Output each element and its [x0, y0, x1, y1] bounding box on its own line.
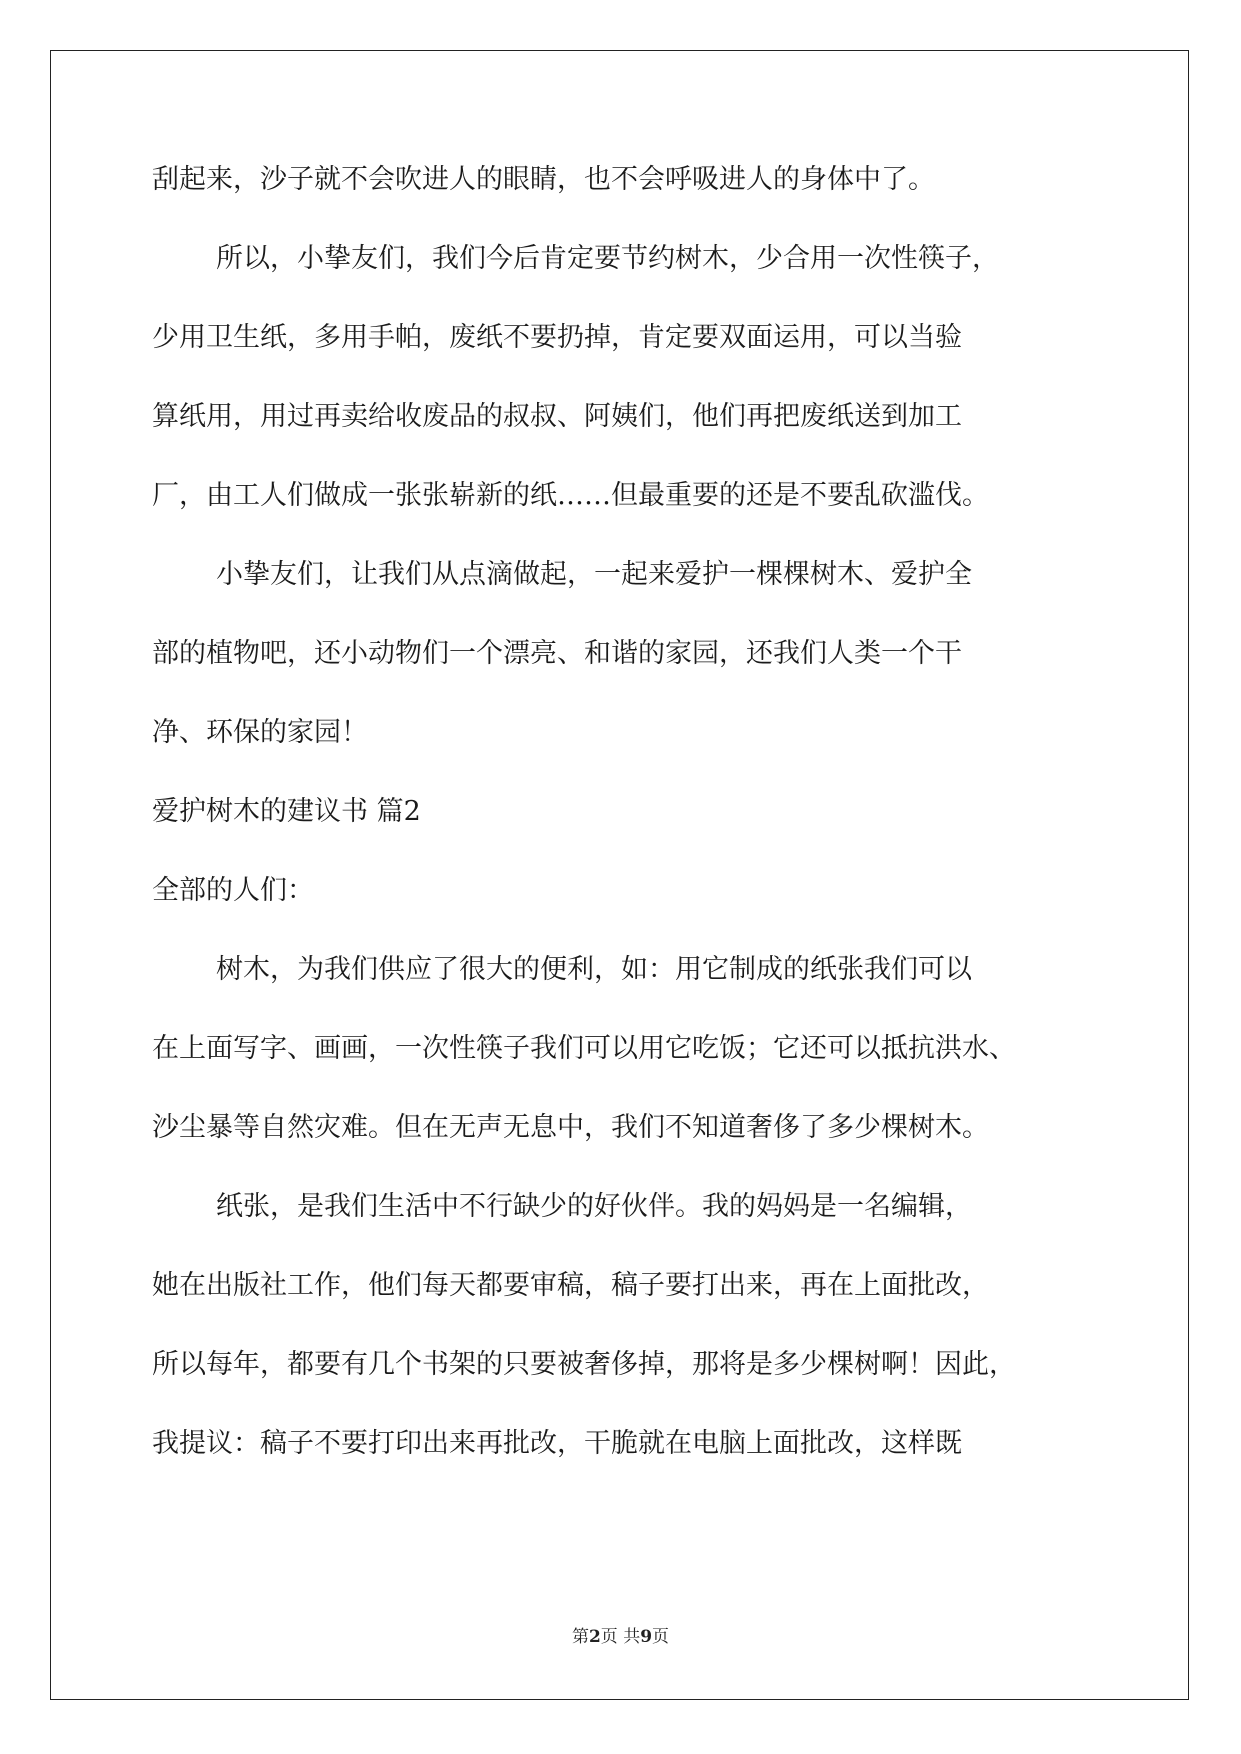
paragraph-line: 小挚友们，让我们从点滴做起，一起来爱护一棵棵树木、爱护全	[216, 559, 972, 590]
paragraph-line: 部的植物吧，还小动物们一个漂亮、和谐的家园，还我们人类一个干	[152, 638, 962, 669]
paragraph-line: 我提议：稿子不要打印出来再批改，干脆就在电脑上面批改，这样既	[152, 1428, 962, 1459]
paragraph-line: 树木，为我们供应了很大的便利，如：用它制成的纸张我们可以	[216, 954, 972, 985]
paragraph-line: 她在出版社工作，他们每天都要审稿，稿子要打出来，再在上面批改，	[152, 1270, 989, 1301]
total-page-number: 9	[640, 1627, 653, 1647]
paragraph-line: 算纸用，用过再卖给收废品的叔叔、阿姨们，他们再把废纸送到加工	[152, 401, 962, 432]
footer-suffix: 页	[652, 1627, 670, 1647]
paragraph-line: 刮起来，沙子就不会吹进人的眼睛，也不会呼吸进人的身体中了。	[152, 164, 935, 195]
footer-prefix: 第	[571, 1627, 589, 1647]
paragraph-line: 纸张，是我们生活中不行缺少的好伙伴。我的妈妈是一名编辑，	[216, 1191, 972, 1222]
footer-middle: 页 共	[600, 1627, 641, 1647]
section-heading: 爱护树木的建议书 篇2	[152, 796, 421, 827]
paragraph-line: 所以，小挚友们，我们今后肯定要节约树木，少合用一次性筷子，	[216, 243, 999, 274]
salutation: 全部的人们：	[152, 875, 314, 906]
current-page-number: 2	[588, 1627, 601, 1647]
paragraph-line: 在上面写字、画画，一次性筷子我们可以用它吃饭；它还可以抵抗洪水、	[152, 1033, 1016, 1064]
paragraph-line: 所以每年，都要有几个书架的只要被奢侈掉，那将是多少棵树啊！因此，	[152, 1349, 1016, 1380]
page-number-footer	[0, 1622, 1241, 1647]
paragraph-line: 净、环保的家园！	[152, 717, 368, 748]
paragraph-line: 厂，由工人们做成一张张崭新的纸……但最重要的还是不要乱砍滥伐。	[152, 480, 989, 511]
paragraph-line: 少用卫生纸，多用手帕，废纸不要扔掉，肯定要双面运用，可以当验	[152, 322, 962, 353]
paragraph-line: 沙尘暴等自然灾难。但在无声无息中，我们不知道奢侈了多少棵树木。	[152, 1112, 989, 1143]
